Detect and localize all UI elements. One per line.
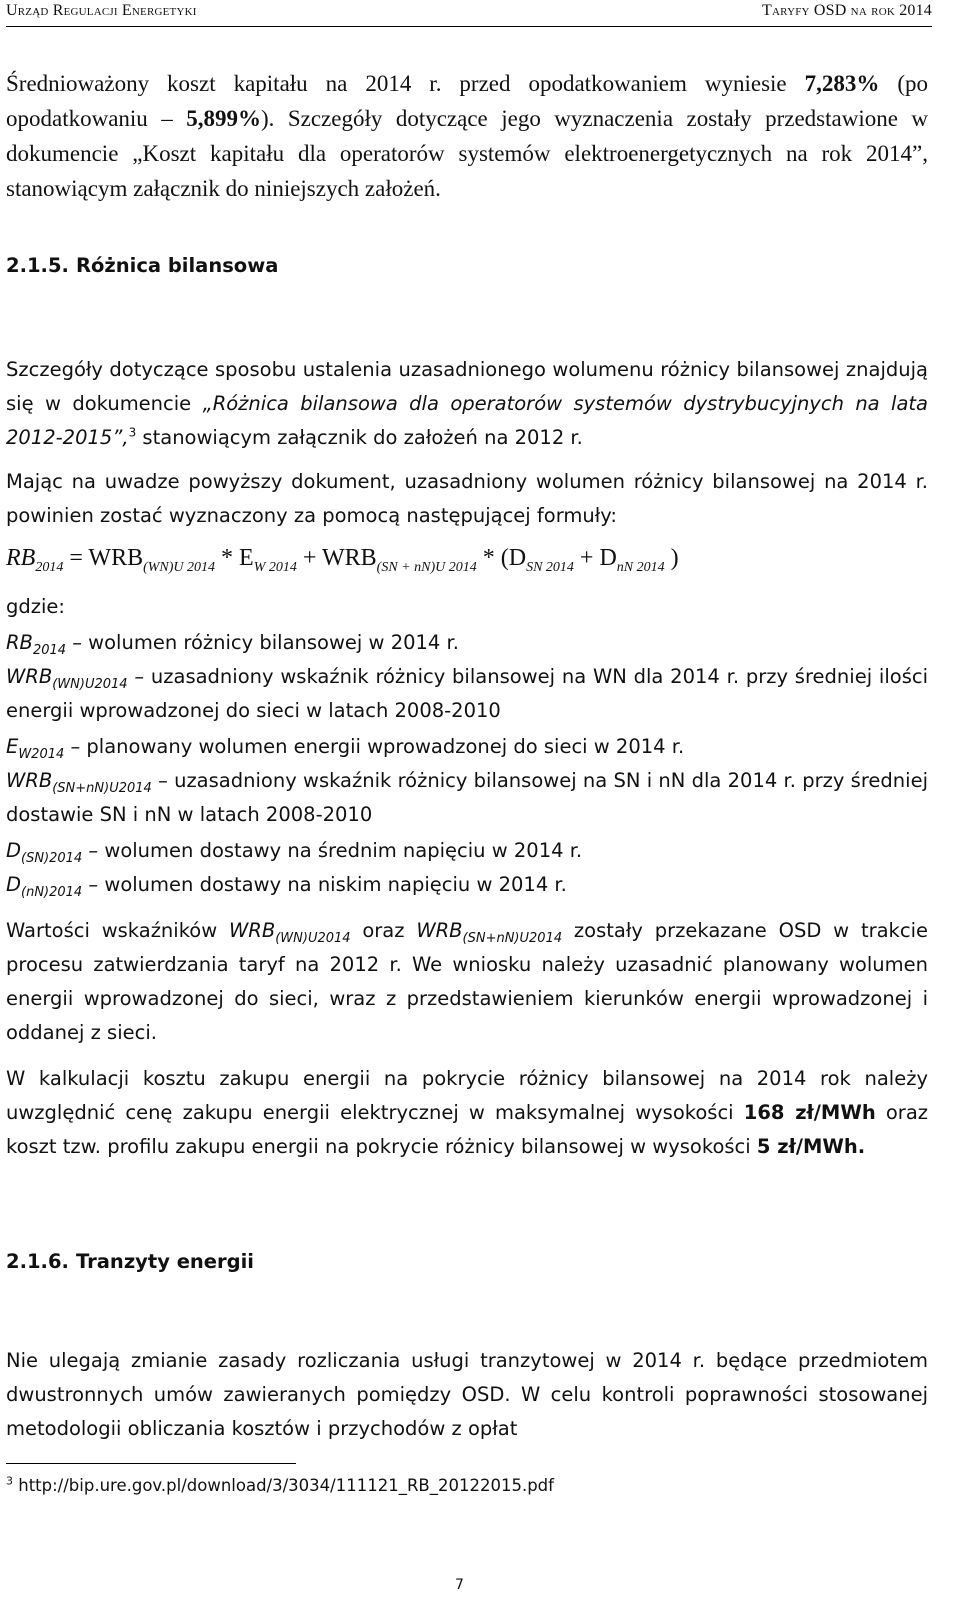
def-subscript: (nN)2014 bbox=[21, 885, 83, 900]
formula-term-wrb-sn: + WRB bbox=[302, 545, 377, 571]
def-subscript: (SN+nN)U2014 bbox=[52, 781, 152, 796]
where-label: gdzie: bbox=[6, 595, 65, 618]
p1-document-title: „Różnica bilansowa dla operatorów systemów dystrybucyjnych na lata 2012-2015”, bbox=[6, 392, 929, 449]
footnote-url: http://bip.ure.gov.pl/download/3/3034/111121_RB_20122015.pdf bbox=[13, 1476, 554, 1495]
formula-term-e: * E bbox=[221, 545, 254, 571]
definition-d-nn bbox=[6, 868, 928, 902]
section-215-paragraph-1 bbox=[6, 353, 928, 455]
def-text: – uzasadniony wskaźnik różnicy bilansowej na SN i nN dla 2014 r. przy średniej dostawie SN i nN w latach 2008-2010 bbox=[6, 769, 928, 826]
definition-e-w bbox=[6, 730, 928, 764]
def-text: – wolumen dostawy na niskim napięciu w 2014 r. bbox=[82, 873, 567, 896]
intro-rate-after-tax: 5,899% bbox=[186, 106, 261, 131]
definition-rb bbox=[6, 626, 928, 660]
p4-text-a: W kalkulacji kosztu zakupu energii na pokrycie różnicy bilansowej na 2014 rok należy uwzględnić cenę zakupu energii elektrycznej w maksymalnej wysokości bbox=[6, 1067, 928, 1124]
section-215-title: Różnica bilansowa bbox=[76, 254, 279, 277]
section-215-paragraph-4 bbox=[6, 1062, 928, 1164]
p3-subscript-2: (SN+nN)U2014 bbox=[462, 931, 563, 946]
formula-term-d-nn: + D bbox=[579, 545, 617, 571]
header-left: Urząd Regulacji Energetyki bbox=[6, 2, 197, 19]
section-216-number: 2.1.6. bbox=[6, 1250, 69, 1273]
definition-d-sn bbox=[6, 834, 928, 868]
section-216-title: Tranzyty energii bbox=[76, 1250, 254, 1273]
def-symbol: D bbox=[6, 873, 22, 896]
section-216-heading bbox=[6, 1250, 254, 1273]
def-subscript: (WN)U2014 bbox=[52, 677, 128, 692]
formula-sub-6: nN 2014 bbox=[616, 560, 665, 575]
def-subscript: 2014 bbox=[32, 643, 67, 658]
intro-paragraph bbox=[6, 66, 928, 206]
formula-sub-4: (SN + nN)U 2014 bbox=[376, 560, 477, 575]
intro-text-e: ). Szczegóły dotyczące jego wyznaczenia zostały przedstawione w dokumencie „Koszt kapitału dla operatorów systemów elektroenergetycznych na rok 2014”, stanowiącym załącznik do niniejszych założeń. bbox=[6, 106, 928, 201]
p3-text-a: Wartości wskaźników bbox=[6, 919, 229, 942]
p3-symbol-2: WRB bbox=[416, 919, 463, 942]
footnote-ref: 3 bbox=[128, 425, 137, 440]
section-215-heading bbox=[6, 254, 278, 277]
def-symbol: WRB bbox=[6, 769, 53, 792]
def-symbol: D bbox=[6, 839, 22, 862]
def-symbol: RB bbox=[6, 631, 33, 654]
def-symbol: E bbox=[6, 735, 19, 758]
p3-subscript-1: (WN)U2014 bbox=[275, 931, 351, 946]
section-215-paragraph-2: Mając na uwadze powyższy dokument, uzasadniony wolumen różnicy bilansowej na 2014 r. powinien zostać wyznaczony za pomocą następującej formuły: bbox=[6, 470, 928, 527]
formula-term-wrb-wn: = WRB bbox=[69, 545, 144, 571]
p3-text-c: zostały przekazane OSD w trakcie procesu zatwierdzania taryf na 2012 r. We wniosku należy uzasadnić planowany wolumen energii wprowadzonej do sieci, wraz z przedstawieniem kierunków energii wprowadzonej i oddanej z sieci. bbox=[6, 919, 928, 1044]
def-text: – wolumen różnicy bilansowej w 2014 r. bbox=[66, 631, 459, 654]
formula-sub-3: W 2014 bbox=[253, 560, 297, 575]
p4-energy-price: 168 zł/MWh bbox=[743, 1101, 876, 1124]
intro-text-a: Średnioważony koszt kapitału na 2014 r. przed opodatkowaniem wyniesie bbox=[6, 71, 805, 96]
header-right: Taryfy OSD na rok 2014 bbox=[762, 2, 932, 19]
section-216-paragraph-1: Nie ulegają zmianie zasady rozliczania usługi tranzytowej w 2014 r. będące przedmiotem dwustronnych umów zawieranych pomiędzy OSD. W celu kontroli poprawności stosowanej metodologii obliczania kosztów i przychodów z opłat bbox=[6, 1349, 928, 1440]
formula-sub-2: (WN)U 2014 bbox=[143, 560, 216, 575]
p3-text-b: oraz bbox=[350, 919, 417, 942]
header-divider bbox=[6, 26, 932, 27]
section-215-number: 2.1.5. bbox=[6, 254, 69, 277]
p3-symbol-1: WRB bbox=[229, 919, 276, 942]
p4-text-c: oraz koszt tzw. profilu zakupu energii na pokrycie różnicy bilansowej w wysokości bbox=[6, 1101, 928, 1158]
formula-close-paren: ) bbox=[670, 545, 679, 571]
p1-text-c: stanowiącym załącznik do założeń na 2012 r. bbox=[136, 426, 583, 449]
balance-difference-formula bbox=[6, 545, 706, 585]
section-215-paragraph-3 bbox=[6, 914, 928, 1050]
formula-term-rb: RB bbox=[6, 545, 36, 571]
formula-sub-1: 2014 bbox=[35, 560, 64, 575]
def-subscript: (SN)2014 bbox=[21, 851, 83, 866]
formula-term-d-sn: * (D bbox=[482, 545, 527, 571]
def-text: – uzasadniony wskaźnik różnicy bilansowej na WN dla 2014 r. przy średniej ilości energii wprowadzonej do sieci w latach 2008-2010 bbox=[6, 665, 928, 722]
intro-text-c: (po opodatkowaniu – bbox=[6, 71, 928, 131]
def-text: – planowany wolumen energii wprowadzonej do sieci w 2014 r. bbox=[64, 735, 685, 758]
formula-sub-5: SN 2014 bbox=[526, 560, 574, 575]
definition-wrb-sn bbox=[6, 764, 928, 832]
footnote-divider bbox=[6, 1463, 296, 1464]
def-text: – wolumen dostawy na średnim napięciu w 2014 r. bbox=[82, 839, 583, 862]
page-header bbox=[6, 2, 932, 24]
p4-profile-cost: 5 zł/MWh. bbox=[756, 1135, 866, 1158]
def-symbol: WRB bbox=[6, 665, 53, 688]
definition-wrb-wn bbox=[6, 660, 928, 728]
footnote bbox=[6, 1476, 554, 1495]
intro-rate-before-tax: 7,283% bbox=[804, 71, 880, 96]
page-number: 7 bbox=[455, 1577, 464, 1593]
p1-text-a: Szczegóły dotyczące sposobu ustalenia uzasadnionego wolumenu różnicy bilansowej znajdują się w dokumencie bbox=[6, 358, 928, 415]
footnote-number: 3 bbox=[6, 1474, 13, 1488]
def-subscript: W2014 bbox=[18, 747, 65, 762]
